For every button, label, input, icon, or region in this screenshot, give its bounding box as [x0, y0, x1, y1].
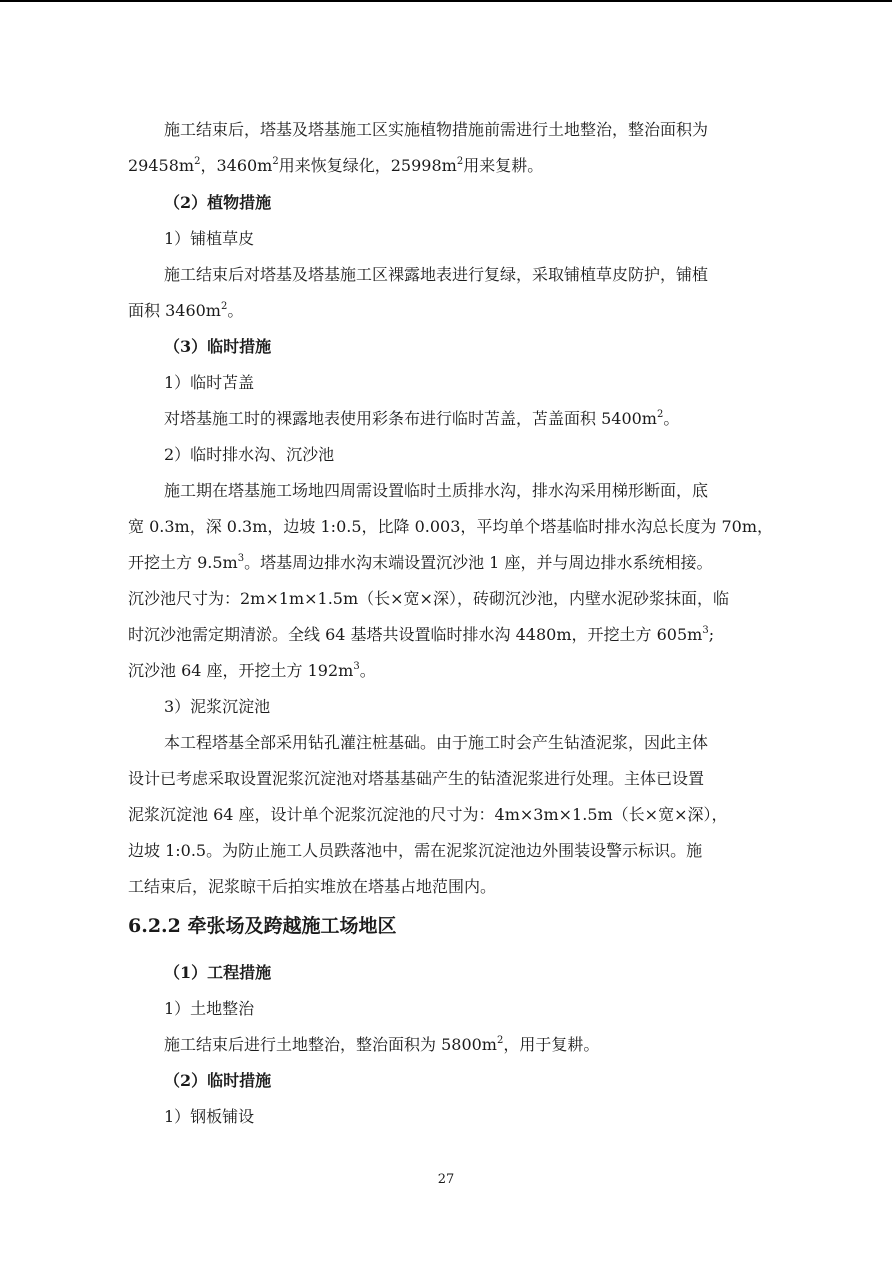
- superscript: 3: [237, 552, 245, 564]
- superscript: 2: [496, 1034, 504, 1046]
- text-line: 边坡 1:0.5。为防止施工人员跌落池中，需在泥浆沉淀池边外围装设警示标识。施: [128, 841, 703, 860]
- superscript: 2: [272, 155, 279, 167]
- text-line: 对塔基施工时的裸露地表使用彩条布进行临时苫盖，苫盖面积 $5400m^2$。: [164, 408, 680, 428]
- text-line: 本工程塔基全部采用钻孔灌注桩基础。由于施工时会产生钻渣泥浆，因此主体: [164, 733, 709, 752]
- superscript: 2: [456, 155, 464, 167]
- superscript: 3: [702, 624, 709, 636]
- page-top-border: [0, 0, 892, 2]
- text-line: 工结束后，泥浆晾干后拍实堆放在塔基占地范围内。: [128, 877, 497, 896]
- superscript: 3: [353, 660, 360, 672]
- text-line: 开挖土方 $9.5m^3$。塔基周边排水沟末端设置沉沙池 1 座，并与周边排水系统相接。: [128, 552, 713, 572]
- text-line: 1）临时苫盖: [164, 373, 255, 392]
- section-heading: 6.2.2 牵张场及跨越施工场地区: [128, 915, 397, 937]
- text-line: 宽 0.3m，深 0.3m，边坡 1:0.5，比降 0.003，平均单个塔基临时排水沟总长度为 70m，: [128, 517, 774, 536]
- text-line: 2）临时排水沟、沉沙池: [164, 445, 335, 464]
- superscript: 2: [194, 155, 201, 167]
- text-line: $29458m^2$，$3460m^2$用来恢复绿化，$25998m^2$用来复耕。: [128, 155, 544, 175]
- text-line: 施工期在塔基施工场地四周需设置临时土质排水沟，排水沟采用梯形断面，底: [164, 481, 709, 500]
- text-line: 施工结束后，塔基及塔基施工区实施植物措施前需进行土地整治，整治面积为: [164, 120, 709, 139]
- text-line: 沉沙池尺寸为：2m×1m×1.5m（长×宽×深），砖砌沉沙池，内壁水泥砂浆抹面，临: [128, 589, 729, 608]
- text-line: 1）土地整治: [164, 999, 255, 1018]
- subsection-heading: （3）临时措施: [164, 337, 272, 356]
- text-line: 施工结束后对塔基及塔基施工区裸露地表进行复绿，采取铺植草皮防护，铺植: [164, 265, 709, 284]
- text-line: 1）钢板铺设: [164, 1107, 255, 1126]
- superscript: 2: [656, 408, 664, 420]
- text-line: 泥浆沉淀池 64 座，设计单个泥浆沉淀池的尺寸为：4m×3m×1.5m（长×宽×深），: [128, 805, 728, 824]
- text-line: 1）铺植草皮: [164, 229, 255, 248]
- superscript: 2: [220, 300, 228, 312]
- text-line: 沉沙池 64 座，开挖土方 $192m^3$。: [128, 660, 376, 680]
- text-line: 施工结束后进行土地整治，整治面积为 $5800m^2$，用于复耕。: [164, 1034, 600, 1054]
- subsection-heading: （1）工程措施: [164, 963, 272, 982]
- text-line: 时沉沙池需定期清淤。全线 64 基塔共设置临时排水沟 4480m，开挖土方 $605m^3$;: [128, 624, 715, 644]
- page-number: 27: [437, 1172, 455, 1187]
- text-line: 面积 $3460m^2$。: [128, 300, 244, 320]
- subsection-heading: （2）临时措施: [164, 1071, 272, 1090]
- subsection-heading: （2）植物措施: [164, 193, 272, 212]
- text-line: 设计已考虑采取设置泥浆沉淀池对塔基基础产生的钻渣泥浆进行处理。主体已设置: [128, 769, 705, 788]
- text-line: 3）泥浆沉淀池: [164, 697, 271, 716]
